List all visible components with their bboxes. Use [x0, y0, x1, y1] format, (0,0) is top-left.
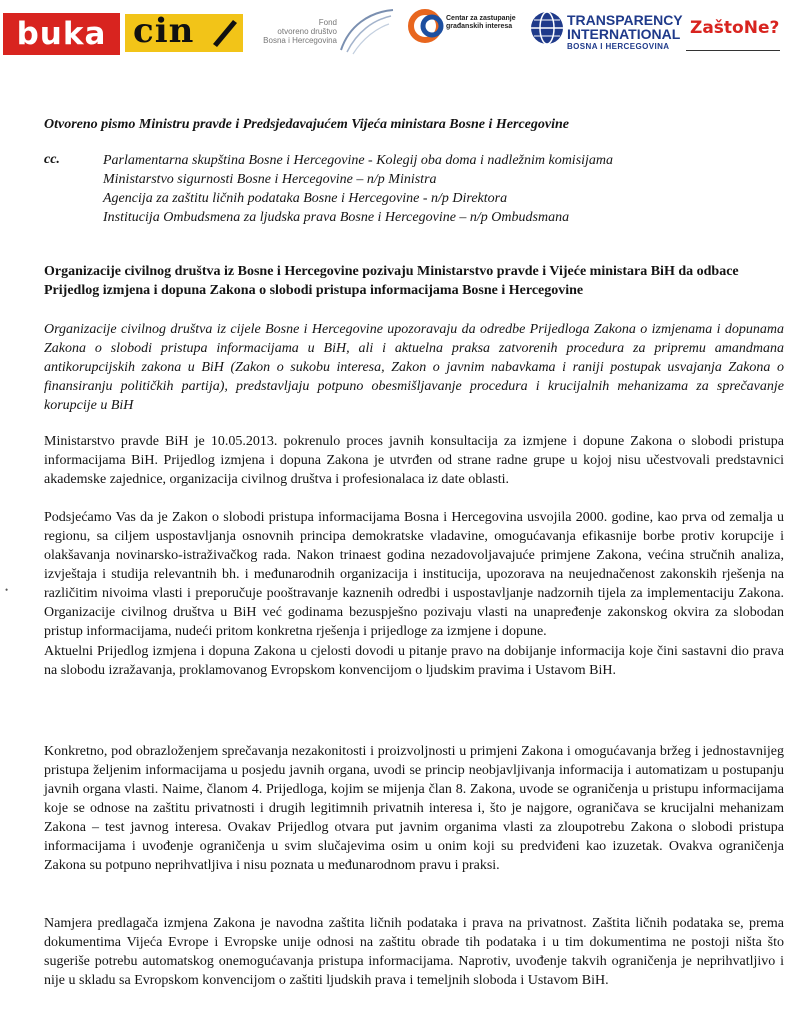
body-paragraph: Aktuelni Prijedlog izmjena i dopuna Zakona u cjelosti dovodi u pitanje pravo na dobijanje informacija koje čini sastavni dio prava na slobodu izražavanja, proklamovanog Evropskom konvencijom o ljudskim pravima i Ustavom BiH.	[44, 644, 784, 678]
body-paragraph: Namjera predlagača izmjena Zakona je navodna zaštita ličnih podataka i prava na privatnost. Zaštita ličnih podataka se, prema dokumentima Vijeća Evrope i Evropske unije odnosi na zaštitu obrade tih podataka i u tim dokumentima ne postoji ništa što sugeriše potrebu automatskog onemogućavanja pristupa informacijama. Naprotiv, uvođenje takvih ograničenja je neprihvatljivo i nije u skladu sa Evropskom konvencijom o zaštiti ljudskih prava i temeljnih sloboda i Ustavom BiH.	[44, 916, 784, 988]
zastone-underline	[686, 50, 780, 51]
cc-label: cc.	[44, 152, 60, 167]
czzp-rings-icon	[408, 6, 446, 46]
ti-logo-line: INTERNATIONAL	[567, 26, 681, 42]
buka-logo	[3, 13, 120, 55]
partner-logo-strip	[0, 0, 800, 62]
cc-recipient: Parlamentarna skupština Bosne i Hercegovine - Kolegij oba doma i nadležnim komisijama	[103, 153, 614, 168]
zastone-logo	[690, 18, 779, 38]
cin-logo	[125, 11, 243, 52]
czzp-logo-line: Centar za zastupanje	[446, 15, 516, 22]
scan-speck: •	[5, 585, 9, 595]
cc-recipient: Ministarstvo sigurnosti Bosne i Hercegovine – n/p Ministra	[103, 172, 437, 187]
letter-title: Otvoreno pismo Ministru pravde i Predsjedavajućem Vijeća ministara Bosne i Hercegovine	[44, 117, 569, 132]
fond-swoosh-icon	[335, 4, 397, 56]
fond-logo-line: Bosna i Hercegovina	[263, 36, 337, 45]
buka-logo-text: buka	[16, 16, 107, 52]
lead-paragraph: Organizacije civilnog društva iz cijele Bosne i Hercegovine upozoravaju da odredbe Prijedloga Zakona o izmjenama i dopunama Zakona o slobodi pristupa informacijama u BiH, ali i aktuelna praksa zatvorenih procedura za pripremu amandmana antikorupcijskih zakona u BiH (Zakon o sukobu interesa, Zakon o javnim nabavkama i raniji postupak usvajanja Zakona o finansiranju političkih partija), predstavljaju potpuno obesmišljavanje procedura i krucijalnih mehanizama za sprečavanje korupcije u BiH	[44, 322, 784, 413]
cin-logo-text: cin	[133, 11, 195, 51]
ti-globe-icon	[529, 10, 565, 46]
body-paragraph: Konkretno, pod obrazloženjem sprečavanja nezakonitosti i proizvoljnosti u primjeni Zakona i omogućavanja bržeg i jednostavnijeg pristupa željenim informacijama u posjedu javnih organa, uvodi se princip neobjavljivanja informacija i automatizam u postupanju javnih organa vlasti. Naime, članom 4. Prijedloga, kojim se mijenja član 8. Zakona, uvode se ograničenja u pristupu informacijama koje se odnose na zaštitu privatnosti i drugih legitimnih privatnih interesa i, što je najgore, ograničava se krucijalni mehanizam Zakona – test javnog interesa. Ovakav Prijedlog otvara put javnim organima vlasti za zloupotrebu Zakona o slobodi pristupa informacijama i uvođenje ograničenja u svim slučajevima osim u onim koji su predviđeni kao izuzetak. Ovakva ograničenja Zakona su potpuno neprihvatljiva i nisu poznata u međunarodnom pravu i praksi.	[44, 744, 784, 873]
czzp-logo-line: građanskih interesa	[446, 23, 513, 30]
fond-logo-line: otvoreno društvo	[277, 27, 337, 36]
body-paragraph: Ministarstvo pravde BiH je 10.05.2013. pokrenulo proces javnih konsultacija za izmjene i dopune Zakona o slobodi pristupa informacijama BiH. Prijedlog izmjena i dopuna Zakona je utvrđen od strane radne grupe u kojoj nisu učestvovali predstavnici akademske zajednice, organizacija civilnog društva i profesionalaca iz date oblasti.	[44, 434, 784, 487]
letter-headline: Organizacije civilnog društva iz Bosne i Hercegovine pozivaju Ministarstvo pravde i Vijeće ministara BiH da odbace Prijedlog izmjena i dopuna Zakona o slobodi pristupa informacijama Bosne i Hercegovine	[44, 264, 739, 298]
transparency-international-logo	[567, 13, 683, 52]
fond-logo-line: Fond	[318, 18, 337, 27]
cin-pen-icon	[125, 14, 243, 52]
body-paragraph: Podsjećamo Vas da je Zakon o slobodi pristupa informacijama Bosna i Hercegovina usvojila 2000. godine, kao prva od zemalja u regionu, sa ciljem uspostavljanja osnovnih principa demokratske vladavine, omogućavanja efikasnije borbe protiv korupcije i olakšavanja novinarsko-istraživačkog rada. Nakon trinaest godina nezadovoljavajuće primjene Zakona, većina stručnih analiza, izvještaja i studija relevantnih bh. i međunarodnih organizacija i institucija, upozorava na neujednačenost zakonskih rješenja na različitim nivoima vlasti i preporučuje pooštravanje kaznenih odredbi i uspostavljanje nadzornih tijela za implementaciju Zakona. Organizacije civilnog društva u BiH već godinama bezuspješno pozivaju vlasti na unapređenje zakonskog okvira za slobodan pristup informacijama, nudeći pritom konkretna rješenja i prijedloge za izmjene i dopune.	[44, 510, 784, 639]
fond-otvoreno-drustvo-logo	[255, 18, 337, 45]
zastone-logo-text: ZaštoNe?	[690, 18, 780, 38]
czzp-logo-text	[446, 15, 530, 31]
cc-recipient-list	[103, 151, 613, 227]
ti-logo-line: TRANSPARENCY	[567, 12, 683, 28]
cc-recipient: Institucija Ombudsmena za ljudska prava Bosne i Hercegovine – n/p Ombudsmana	[103, 210, 570, 225]
ti-logo-line: BOSNA I HERCEGOVINA	[567, 42, 670, 51]
cc-recipient: Agencija za zaštitu ličnih podataka Bosne i Hercegovine - n/p Direktora	[103, 191, 508, 206]
